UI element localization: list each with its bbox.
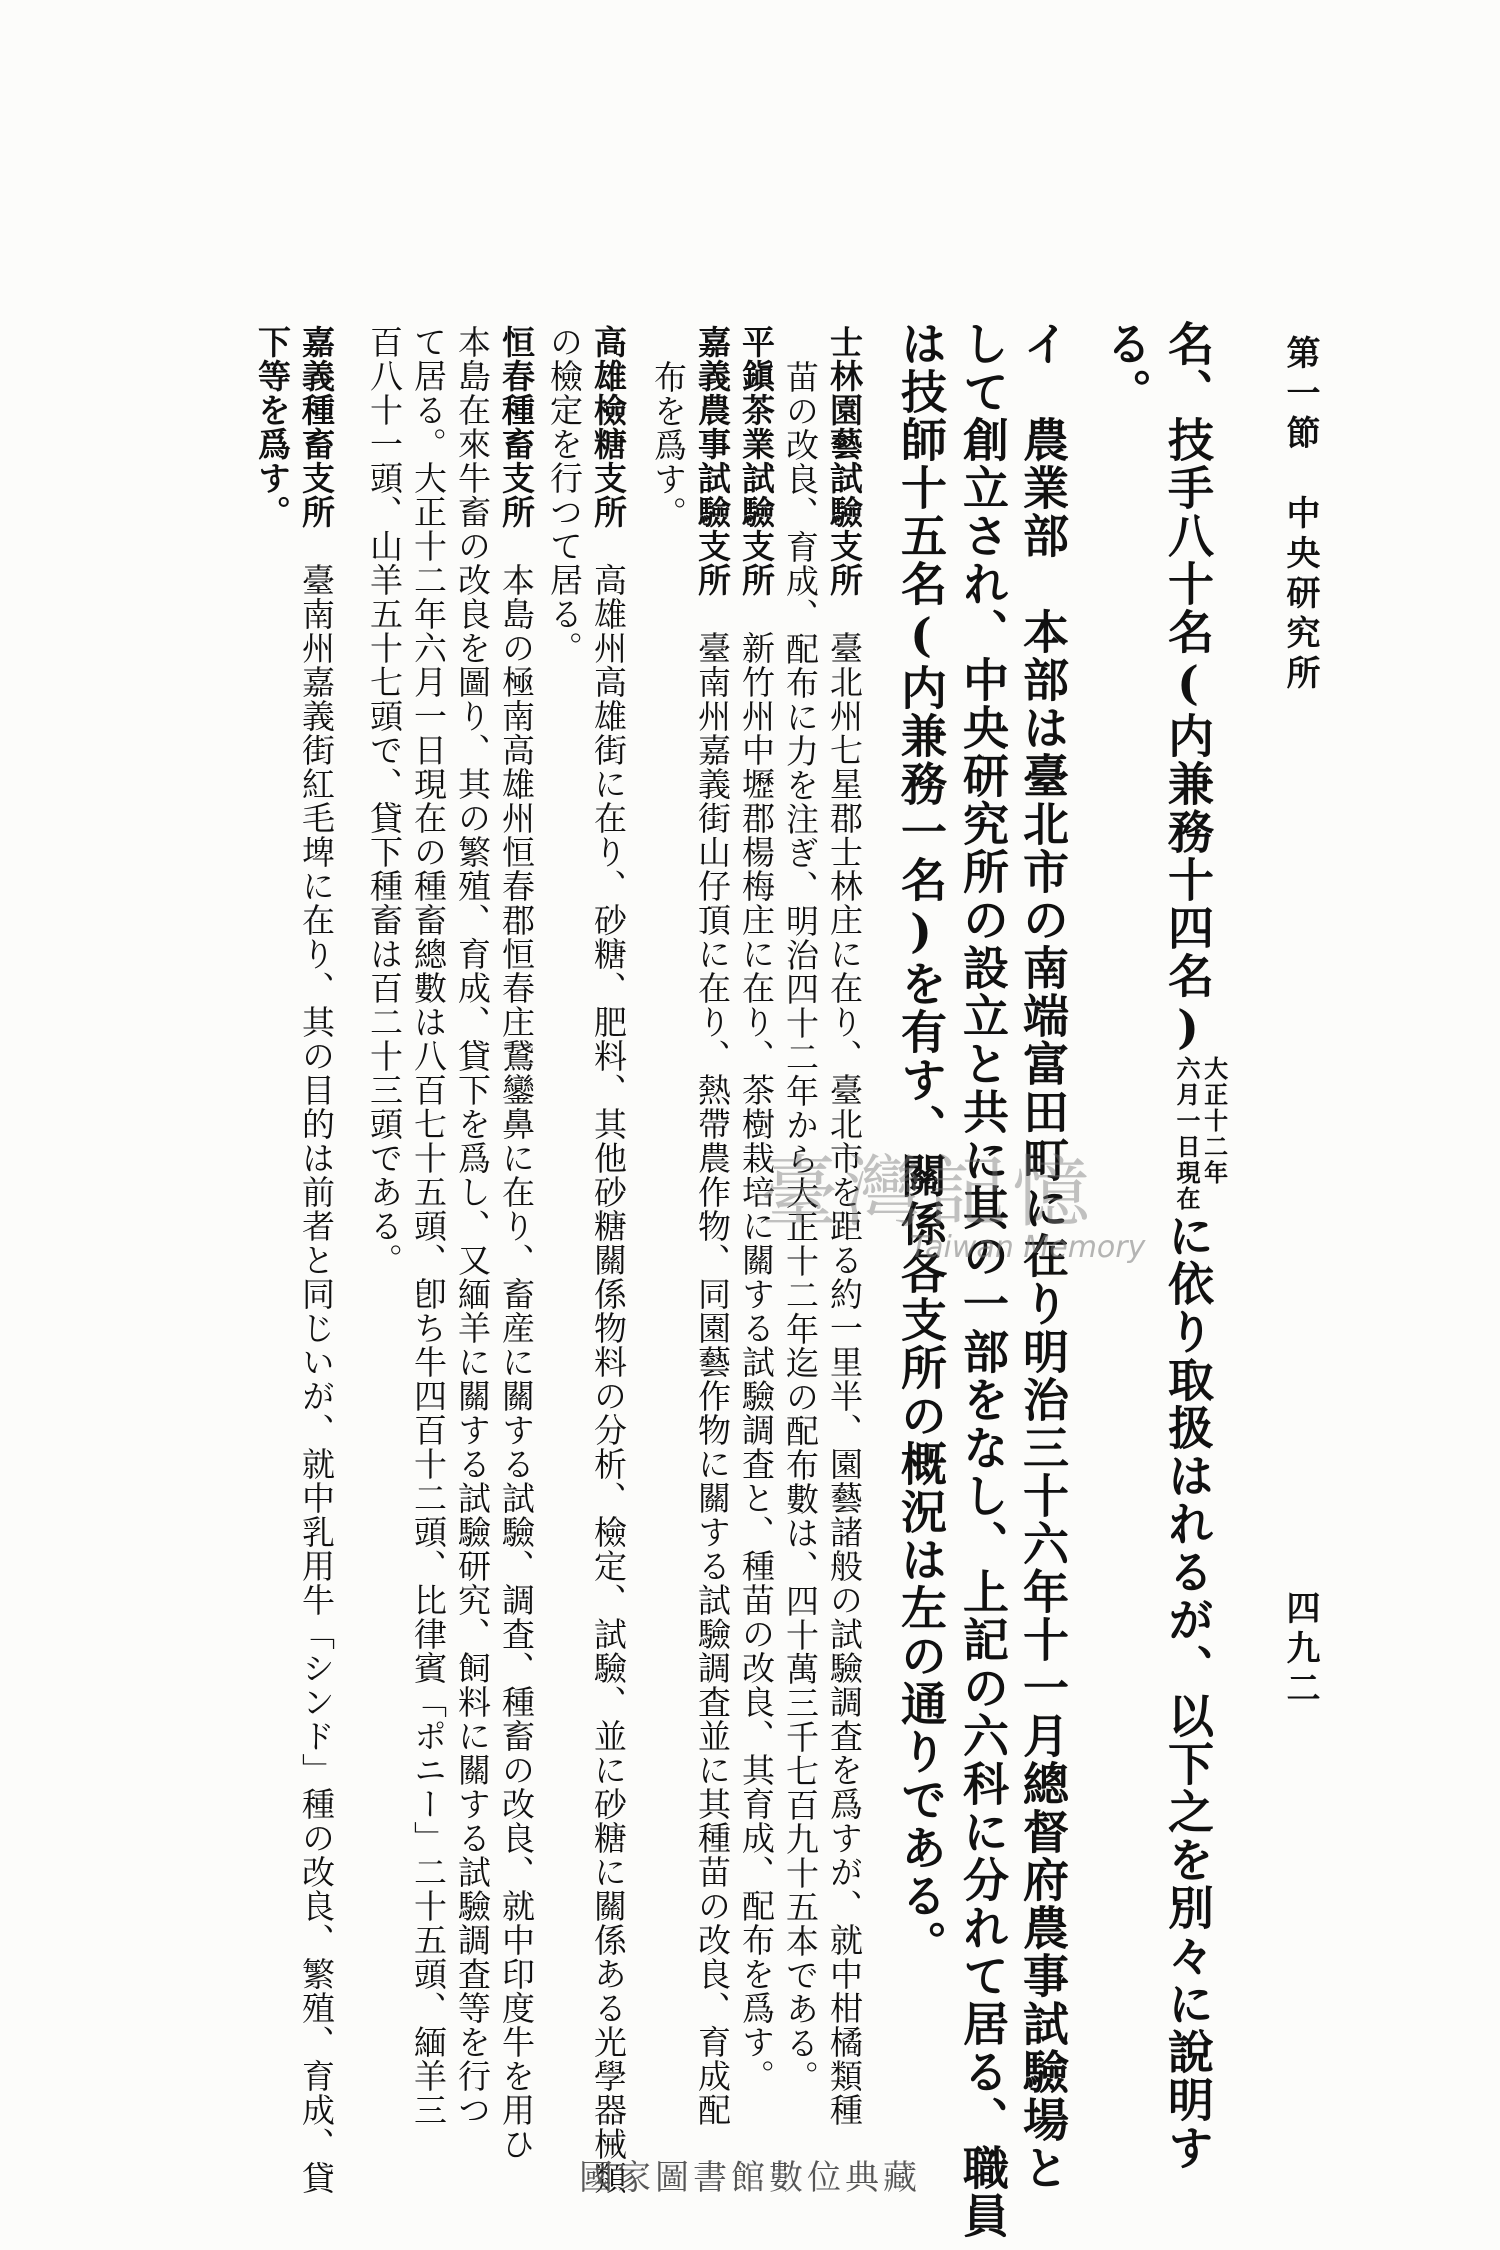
watermark-text: 臺灣記憶 [760,1148,1097,1238]
watermark-subtext: Taiwan Memory [910,1230,1146,1265]
text-column-8-body: 新竹州中壢郡楊梅庄に在り、茶樹栽培に關する試驗調査と、種苗の改良、其育成、配布を爲す。 [737,631,776,2093]
date-annotation-line-1: 大正十二年 [1199,1056,1229,1186]
text-column-6-body: 臺北州七星郡士林庄に在り、臺北市を距る約一里半、園藝諸般の試驗調査を爲すが、就中柑橘類種 [825,631,864,2127]
text-column-1 [1161,320,1229,2172]
page-number: 四九二 [1280,1590,1320,1710]
section-marker: イ [1016,320,1070,368]
date-annotation-line-2: 六月一日現在 [1172,1056,1201,1212]
chiayi-livestock-branch-heading: 嘉義種畜支所 [297,325,336,529]
shilin-branch-heading: 士林園藝試驗支所 [825,325,864,597]
agriculture-heading: 農業部 [1016,416,1070,560]
hengchun-livestock-branch-heading: 恒春種畜支所 [497,325,536,529]
text-column-18: 下等を爲す。 [253,325,292,529]
text-column-2: る。 [1099,320,1153,416]
text-column-14: 本島在來牛畜の改良を圖り、其の繁殖、育成、貸下を爲し、又緬羊に關する試驗研究、飼料に關する試驗調査等を行つ [453,325,492,2127]
text-column-1-main: 名、技手八十名(内兼務十四名) [1161,320,1215,1056]
kaohsiung-sugar-branch-heading: 高雄檢糖支所 [589,325,628,529]
text-column-17 [297,325,336,2195]
text-column-13-body: 本島の極南高雄州恒春郡恒春庄鵞鑾鼻に在り、畜産に關する試驗、調査、種畜の改良、就中印度牛を用ひ [497,563,536,2161]
text-column-10: 布を爲す。 [649,360,688,530]
library-footer: 國家圖書館數位典藏 [579,2158,921,2198]
text-column-9 [693,325,732,2127]
text-column-3 [1016,320,1070,2192]
text-column-17-body: 臺南州嘉義街紅毛埤に在り、其の目的は前者と同じいが、就中乳用牛「シンド」種の改良、繁殖、育成、貸 [297,563,336,2195]
pingzhen-branch-heading: 平鎭茶業試驗支所 [737,325,776,597]
text-column-4: して創立され、中央研究所の設立と共に其の一部をなし、上記の六科に分れて居る、職員 [956,320,1010,2240]
text-column-3-body: 本部は臺北市の南端富田町に在り明治三十六年十一月總督府農事試驗場と [1016,608,1070,2192]
section-title: 第一節 中央研究所 [1280,335,1320,695]
text-column-11 [589,325,628,2195]
text-column-5: は技師十五名(内兼務一名)を有す、關係各支所の概況は左の通りである。 [894,320,948,1968]
text-column-11-body: 高雄州高雄街に在り、砂糖、肥料、其他砂糖關係物料の分析、檢定、試驗、並に砂糖に關係ある光學器械類 [589,563,628,2195]
text-column-15: て居る。大正十二年六月一日現在の種畜總數は八百七十五頭、卽ち牛四百十二頭、比律賓「ポニー」二十五頭、緬羊三 [409,325,448,2127]
text-column-13 [497,325,536,2161]
text-column-8 [737,325,776,2093]
text-column-6 [825,325,864,2127]
text-column-9-body: 臺南州嘉義街山仔頂に在り、熱帶農作物、同園藝作物に關する試驗調査並に其種苗の改良、育成配 [693,631,732,2127]
date-annotation [1172,1056,1227,1212]
text-column-16: 百八十一頭、山羊五十七頭で、貸下種畜は百二十三頭である。 [365,325,404,1277]
text-column-1-tail: に依り取扱はれるが、以下之を別々に說明す [1161,1212,1215,2172]
text-column-7: 苗の改良、育成、配布に力を注ぎ、明治四十二年から大正十二年迄の配布數は、四十萬三千七百九十五本である。 [781,360,820,2094]
text-column-12: の檢定を行つて居る。 [545,325,584,665]
chiayi-agri-branch-heading: 嘉義農事試驗支所 [693,325,732,597]
